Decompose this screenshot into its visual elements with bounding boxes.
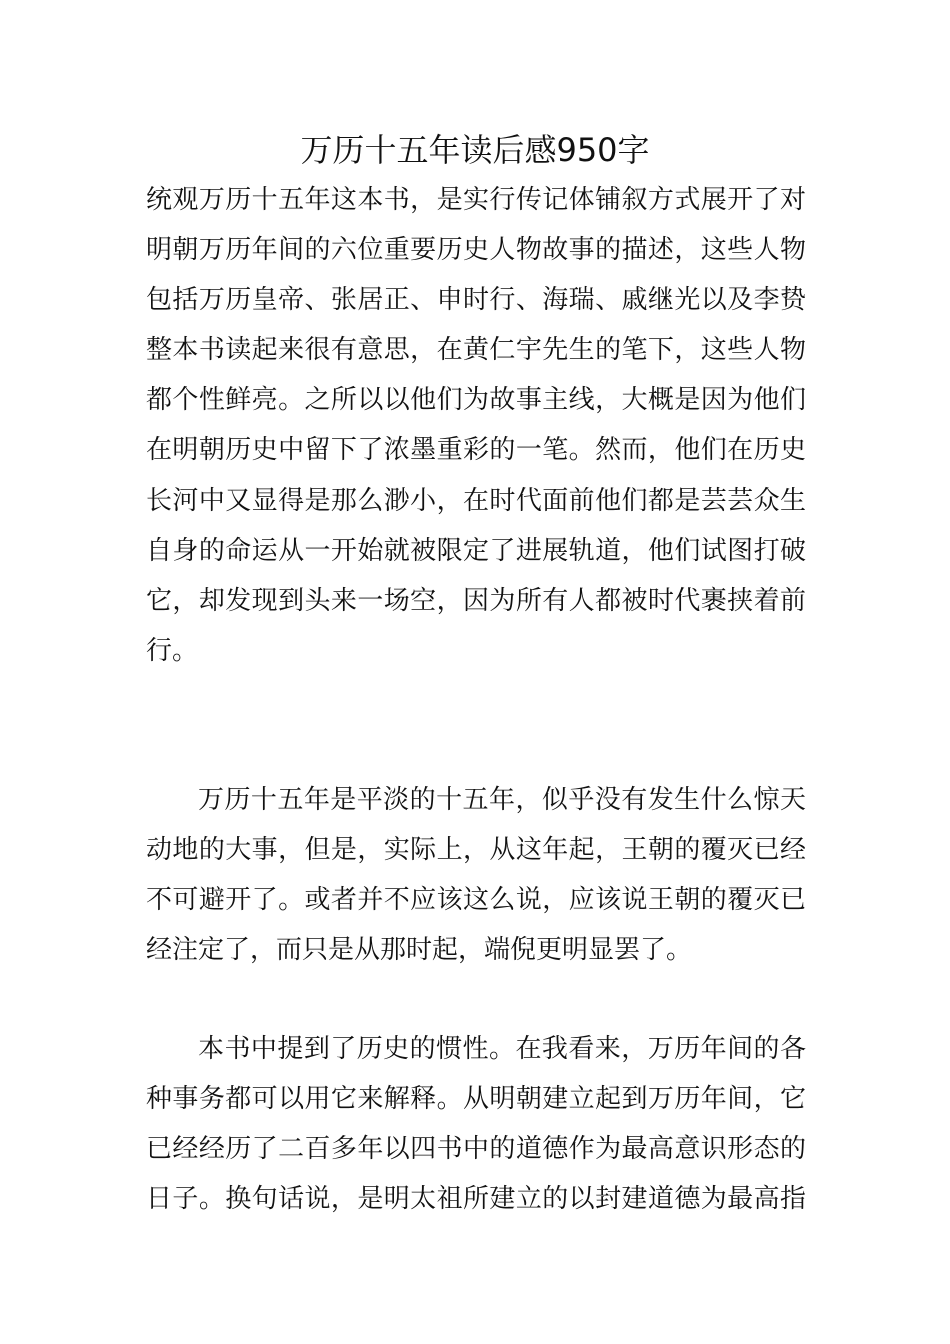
text-line: 万历十五年是平淡的十五年，似乎没有发生什么惊天 bbox=[198, 785, 806, 815]
text-line: 它，却发现到头来一场空，因为所有人都被时代裹挟着前 bbox=[146, 586, 806, 616]
text-line: 日子。换句话说，是明太祖所建立的以封建道德为最高指 bbox=[146, 1184, 806, 1214]
text-line: 经注定了，而只是从那时起，端倪更明显罢了。 bbox=[146, 935, 693, 965]
text-line: 行。 bbox=[146, 636, 199, 666]
text-line: 长河中又显得是那么渺小，在时代面前他们都是芸芸众生 bbox=[146, 486, 806, 516]
text-line: 都个性鲜亮。之所以以他们为故事主线，大概是因为他们 bbox=[146, 385, 806, 415]
text-line: 包括万历皇帝、张居正、申时行、海瑞、戚继光以及李贽 bbox=[146, 285, 806, 315]
text-line: 统观万历十五年这本书，是实行传记体铺叙方式展开了对 bbox=[146, 185, 806, 215]
text-line: 整本书读起来很有意思，在黄仁宇先生的笔下，这些人物 bbox=[146, 335, 806, 365]
text-line: 自身的命运从一开始就被限定了进展轨道，他们试图打破 bbox=[146, 536, 806, 566]
text-line: 已经经历了二百多年以四书中的道德作为最高意识形态的 bbox=[146, 1134, 806, 1164]
text-line: 动地的大事，但是，实际上，从这年起，王朝的覆灭已经 bbox=[146, 835, 806, 865]
document-title: 万历十五年读后感950字 bbox=[300, 131, 650, 169]
text-line: 不可避开了。或者并不应该这么说，应该说王朝的覆灭已 bbox=[146, 885, 806, 915]
text-line: 在明朝历史中留下了浓墨重彩的一笔。然而，他们在历史 bbox=[146, 435, 806, 465]
text-line: 明朝万历年间的六位重要历史人物故事的描述，这些人物 bbox=[146, 235, 806, 265]
text-line: 种事务都可以用它来解释。从明朝建立起到万历年间，它 bbox=[146, 1084, 806, 1114]
text-line: 本书中提到了历史的惯性。在我看来，万历年间的各 bbox=[198, 1034, 806, 1064]
